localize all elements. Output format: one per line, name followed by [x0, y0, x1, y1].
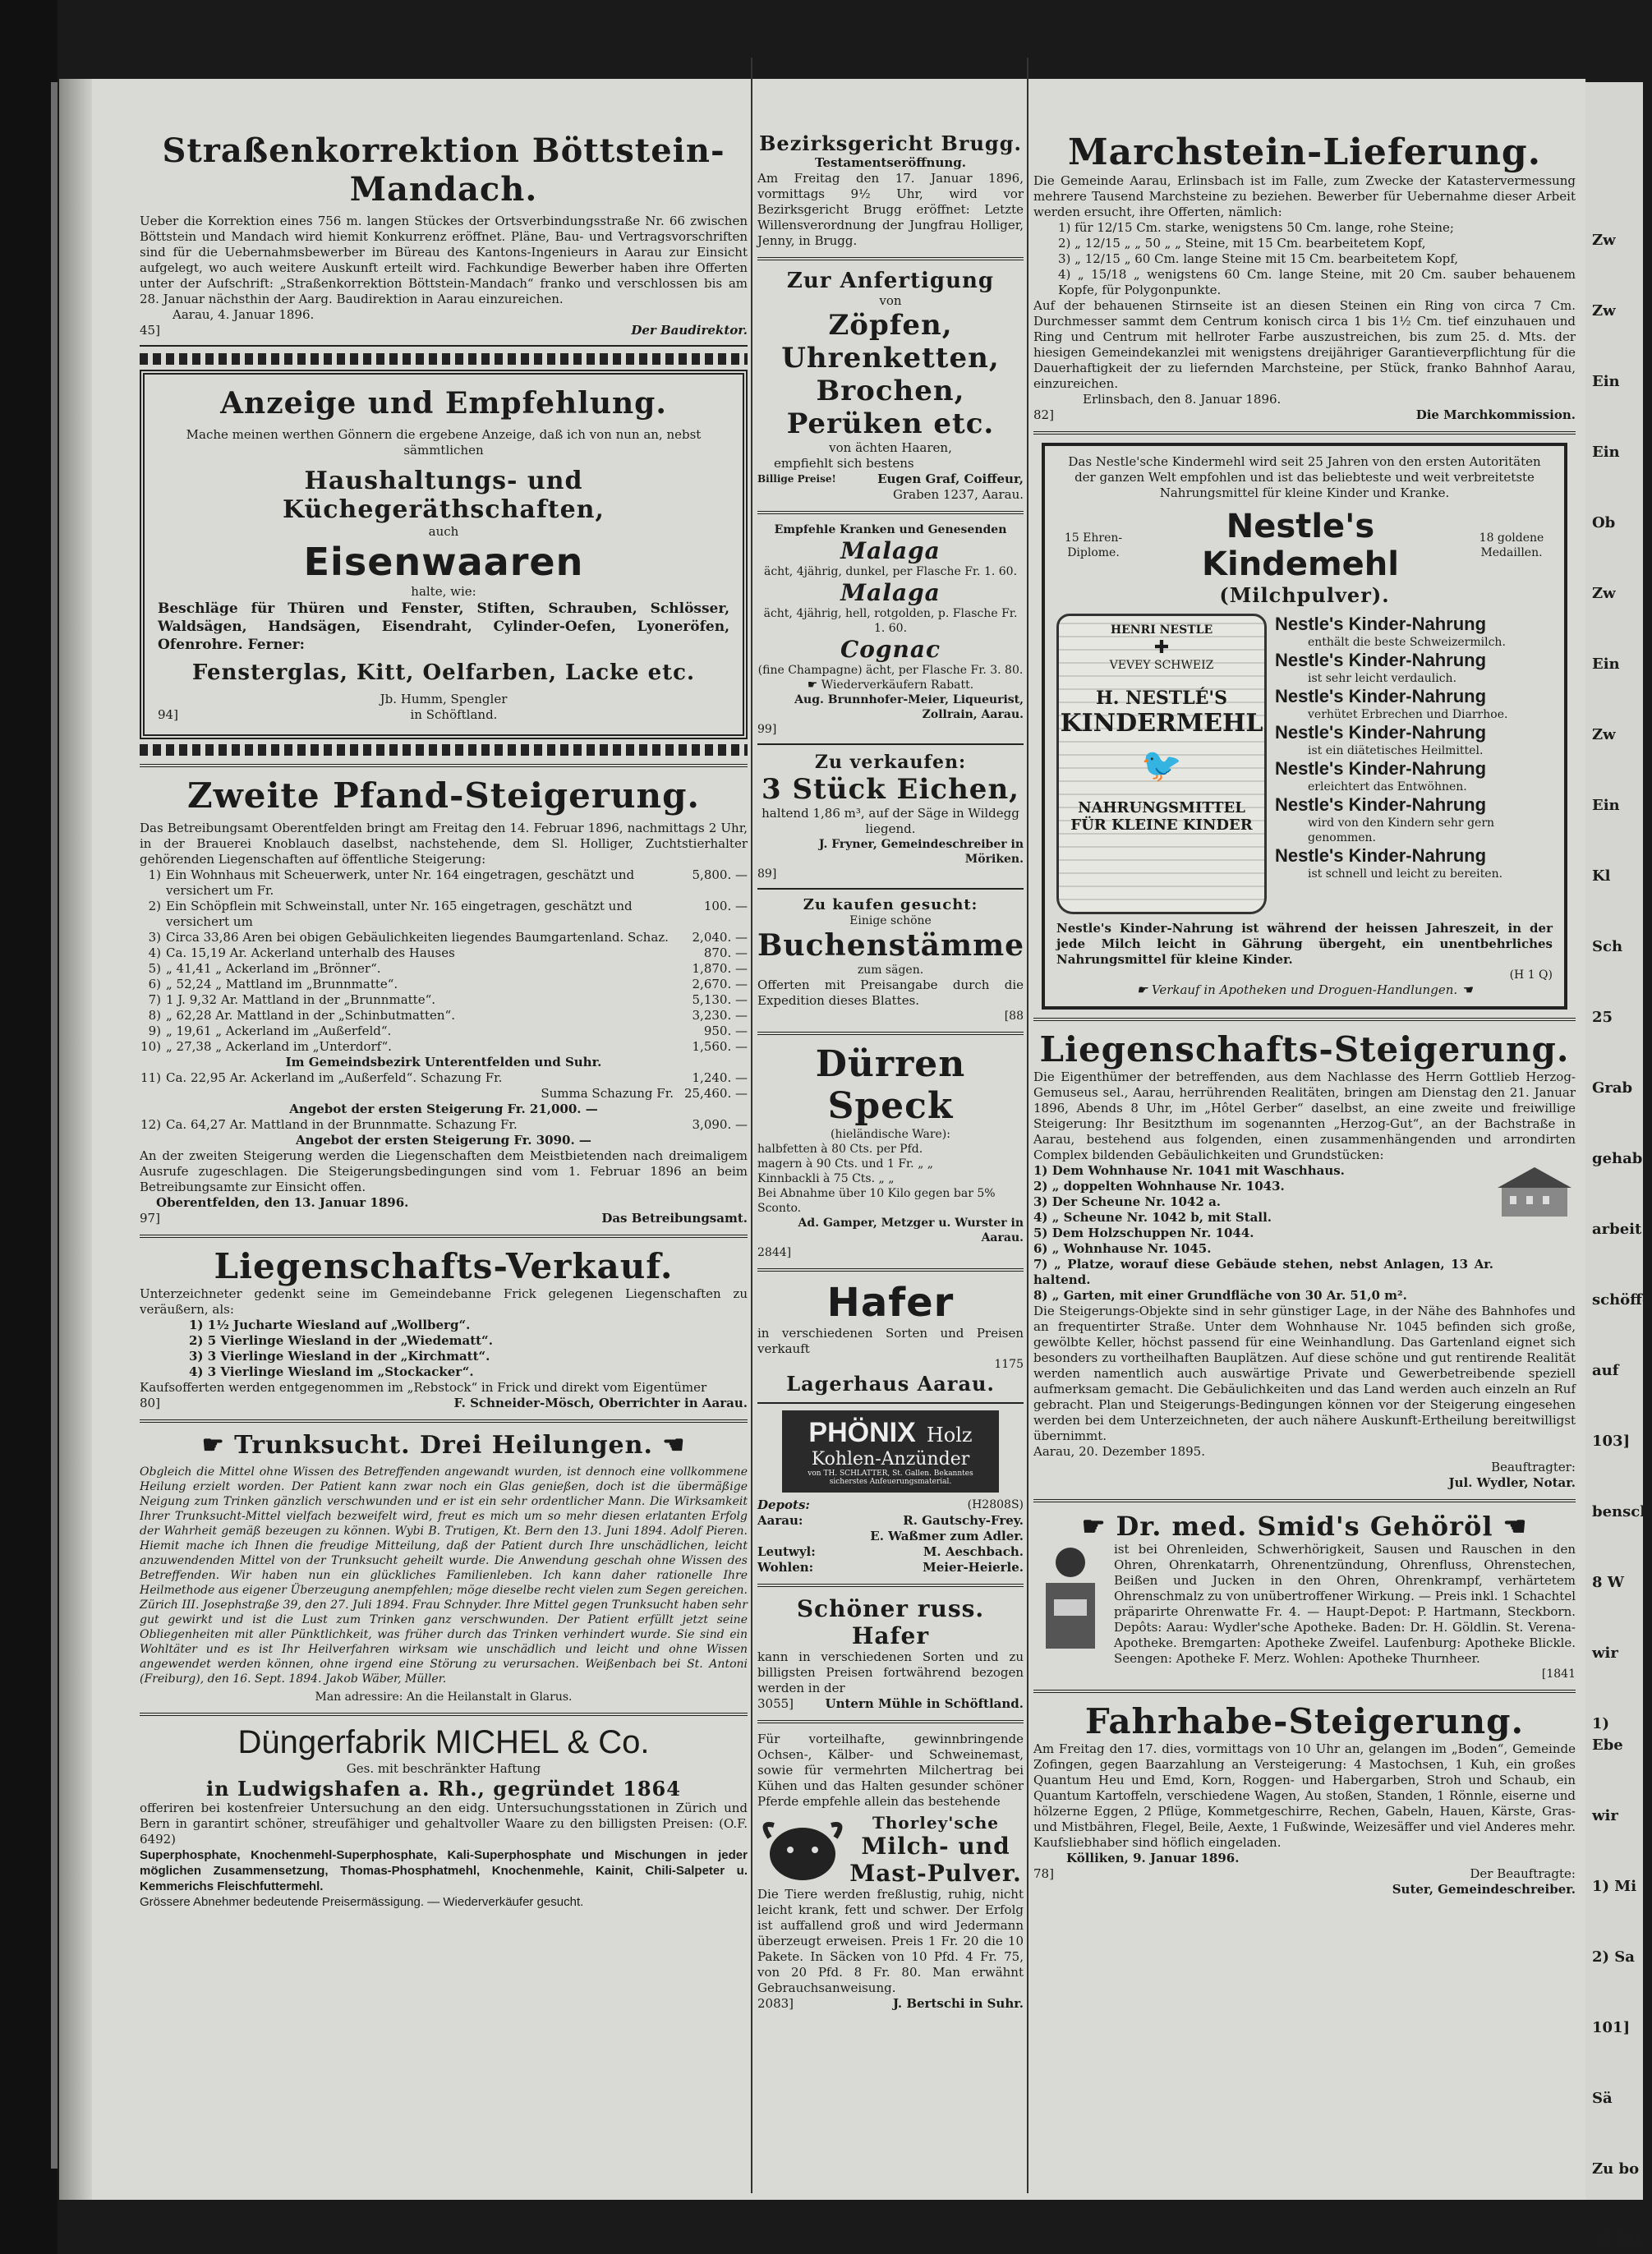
- ad-body: in verschiedenen Sorten und Preisen verkauft: [757, 1326, 1024, 1356]
- fragment-text: Zw: [1592, 585, 1616, 602]
- property-list: [1033, 1163, 1493, 1304]
- ad-place-date: Oberentfelden, den 13. Januar 1896.: [156, 1195, 409, 1210]
- ad-intro: Die Gemeinde Aarau, Erlinsbach ist im Falle, zum Zwecke der Katastervermessung mehrere Tausend Marchsteine zu beziehen. Bewerber für Uebernahme dieser Arbeit werden ersucht, ihre Offerten, nämlich:: [1033, 173, 1576, 219]
- lot-item: [140, 977, 748, 992]
- ad-intro: Für vorteilhafte, gewinnbringende Ochsen-, Kälber- und Schweinemast, sowie für vermehrten Milchertrag bei Kühen und das Halten gesunder schöner Pferde empfehle allein das bestehende: [757, 1732, 1024, 1809]
- lot-value: 100. —: [703, 899, 748, 913]
- ad-thorley: [757, 1732, 1024, 2012]
- ad-title: Zu kaufen gesucht:: [803, 896, 978, 913]
- ad-subtitle: (hieländische Ware):: [831, 1128, 950, 1141]
- fragment-text: arbeit: [1592, 1221, 1642, 1238]
- phoenix-logo: PHÖNIX Holz Kohlen-Anzünder von TH. SCHLATTER, St. Gallen. Bekanntes sicherstes Anfeuerungsmaterial.: [782, 1410, 999, 1493]
- product-item: Brochen,: [816, 375, 965, 407]
- ad-eugen-graf: [757, 269, 1024, 503]
- claim-heading: Nestle's Kinder-Nahrung: [1275, 845, 1487, 866]
- product-desc: ächt, 4jährig, hell, rotgolden, p. Flasche Fr. 1. 60.: [763, 607, 1018, 635]
- ad-medaillen: 18 goldene Medaillen.: [1479, 531, 1544, 559]
- ad-auch: auch: [428, 524, 459, 539]
- lot-description: „ 19,61 „ Ackerland im „Außerfeld“.: [166, 1024, 392, 1038]
- lot-value: 2,670. —: [692, 977, 748, 991]
- ad-number: 2083]: [757, 1996, 794, 2011]
- product-item: Perüken etc.: [786, 407, 995, 440]
- claim-heading: Nestle's Kinder-Nahrung: [1275, 686, 1487, 706]
- column-2: [757, 131, 1024, 2012]
- property-item: 4) „ Scheune Nr. 1042 b, mit Stall.: [1033, 1210, 1272, 1225]
- depot-name: E. Waßmer zum Adler.: [870, 1529, 1024, 1543]
- ad-title: Straßenkorrektion Böttstein-Mandach.: [162, 131, 725, 209]
- house-icon: [1493, 1163, 1576, 1221]
- ad-tail: Nestle's Kinder-Nahrung ist während der heissen Jahreszeit, in der jede Milch leicht in Gährung übergeht, ein unentbehrliches Nahrungsmittel für kleine Kinder.: [1056, 921, 1553, 967]
- depot-row: [757, 1544, 1024, 1560]
- product-name: Malaga: [840, 579, 941, 606]
- lot-item: [140, 945, 748, 961]
- ad-price-note: Billige Preise!: [757, 473, 836, 485]
- ad-line-fensterglas: Fensterglas, Kitt, Oelfarben, Lacke etc.: [191, 660, 696, 685]
- ad-trunksucht: [140, 1431, 748, 1704]
- column-1: [140, 131, 748, 1910]
- ad-title: Zur Anfertigung: [786, 269, 995, 293]
- ad-bezirksgericht: [757, 131, 1024, 249]
- claims-list: [1267, 614, 1553, 914]
- claim-heading: Nestle's Kinder-Nahrung: [1275, 614, 1487, 634]
- fragment-text: 3550]: [1592, 2231, 1640, 2248]
- ad-diplome: 15 Ehren-Diplome.: [1064, 531, 1123, 559]
- fragment-text: Ob: [1592, 514, 1616, 531]
- lot-sum: Summa Schazung Fr. 25,460. —: [541, 1086, 748, 1101]
- ad-number: 80]: [140, 1396, 160, 1410]
- ad-fahrhabe-steigerung: [1033, 1701, 1576, 1898]
- lot-description: 1 J. 9,32 Ar. Mattland in der „Brunnmatte“.: [166, 992, 436, 1007]
- ad-nestle: [1042, 443, 1567, 1010]
- fragment-text: Ein: [1592, 656, 1620, 673]
- ornament-border-bottom: [140, 744, 748, 756]
- fragment-text: Zw: [1592, 726, 1616, 743]
- stone-list: [1033, 220, 1576, 298]
- ad-strassenkorrektion: [140, 131, 748, 338]
- ad-number: 2844]: [757, 1246, 792, 1259]
- ad-signature: F. Schneider-Mösch, Oberrichter in Aarau.: [453, 1396, 748, 1410]
- column-rule-2: [1027, 58, 1028, 2193]
- ad-signature: Die Marchkommission.: [1415, 407, 1576, 422]
- ad-liegenschafts-steigerung: [1033, 1029, 1576, 1491]
- ad-number: 45]: [140, 323, 160, 338]
- ad-number: 82]: [1033, 407, 1054, 422]
- ad-number: 97]: [140, 1211, 160, 1226]
- ad-place: in Ludwigshafen a. Rh., gegründet 1864: [206, 1777, 681, 1801]
- lot-value: 950. —: [703, 1024, 748, 1038]
- pointing-hand-icon: ☚: [1457, 982, 1473, 997]
- ornament-border-top: [140, 353, 748, 365]
- ad-angebot: Angebot der ersten Steigerung Fr. 21,000. —: [289, 1102, 598, 1116]
- ad-malaga: [757, 522, 1024, 737]
- fragment-text: gehabe: [1592, 1150, 1652, 1167]
- fragment-text: 1) Mi: [1592, 1878, 1637, 1895]
- fragment-text: Kl: [1592, 867, 1611, 885]
- ad-pfand-steigerung: [140, 775, 748, 1226]
- claim-heading: Nestle's Kinder-Nahrung: [1275, 722, 1487, 743]
- lot-number: 7): [148, 992, 161, 1007]
- ad-title: Dürren Speck: [815, 1043, 966, 1127]
- depot-place: Leutwyl:: [757, 1544, 816, 1559]
- lot-number: 8): [148, 1008, 161, 1023]
- ad-body: Die Tiere werden freßlustig, ruhig, nicht leicht krank, fett und schwer. Der Erfolg ist auffallend groß und wird Jedermann überzeugt erweisen. Preis 1 Fr. 20 die 10 Pakete. In Säcken von 10 Pfd. 4 Fr. 75, von 20 Pfd. 8 Fr. 80. Man erwähnt Gebrauchsanweisung.: [757, 1887, 1024, 1995]
- fragment-text: wir: [1592, 1807, 1618, 1824]
- fragment-text: 25: [1592, 1009, 1613, 1026]
- lot-item: [140, 1039, 748, 1055]
- ad-von: von: [879, 293, 902, 308]
- fragment-text: auf: [1592, 1362, 1619, 1379]
- ad-products: Superphosphate, Knochenmehl-Superphosphate, Kali-Superphosphate und Mischungen in jeder möglichen Zusammensetzung, Thomas-Phosphatmehl, Knochenmehle, Kainit, Chili-Salpeter u. Kemmerichs Fleischfuttermehl.: [140, 1848, 748, 1893]
- lot-value: 3,230. —: [692, 1008, 748, 1023]
- lot-number: 3): [148, 930, 161, 945]
- ad-material: von ächten Haaren,: [829, 440, 952, 455]
- fragment-text: 103]: [1592, 1433, 1631, 1450]
- lot-description: Ein Schöpflein mit Schweinstall, unter Nr. 165 eingetragen, geschätzt und versichert um: [166, 899, 633, 929]
- ad-body: Am Freitag den 17. Januar 1896, vormittags 9½ Uhr, wird vor Bezirksgericht Brugg eröffnet: Letzte Willensverordnung der Jungfrau Holliger, Jenny, in Brugg.: [757, 171, 1024, 248]
- depot-name: M. Aeschbach.: [923, 1544, 1024, 1559]
- ad-signature: Jb. Humm, Spengler: [380, 692, 508, 706]
- ad-title: Hafer: [826, 1280, 955, 1326]
- ad-signature: Das Betreibungsamt.: [601, 1211, 748, 1226]
- property-list: [140, 1318, 748, 1380]
- depot-name: R. Gautschy-Frey.: [903, 1513, 1024, 1528]
- pointing-hand-icon: ☚: [1493, 1511, 1528, 1542]
- lot-number: 5): [148, 961, 161, 976]
- property-item: 1) Dem Wohnhause Nr. 1041 mit Waschhaus.: [1033, 1163, 1345, 1178]
- ad-code: (H 1 Q): [1509, 968, 1553, 982]
- ad-headline: Buchenstämme: [757, 928, 1025, 963]
- binding-shadow: [59, 79, 92, 2200]
- ad-phoenix: [757, 1410, 1024, 1576]
- fragment-text: Ein: [1592, 444, 1620, 461]
- ad-items: Beschläge für Thüren und Fenster, Stiften, Schrauben, Schlösser, Waldsägen, Handsägen, Eisendraht, Cylinder-Oefen, Lyoneröfen, Ofenrohre. Ferner:: [158, 600, 729, 653]
- fragment-text: Zw: [1592, 302, 1616, 320]
- depot-list: [757, 1513, 1024, 1576]
- fragment-text: Zw: [1592, 232, 1616, 249]
- lot-number: 4): [148, 945, 161, 960]
- ad-subtitle: (Milchpulver).: [1219, 583, 1390, 607]
- lot-description: Ca. 15,19 Ar. Ackerland unterhalb des Hauses: [166, 945, 455, 960]
- ad-number: [1841: [1541, 1668, 1576, 1681]
- lot-item: 12) Ca. 64,27 Ar. Mattland in der Brunnmatte. Schazung Fr. 3,090. —: [140, 1117, 748, 1132]
- ad-title: Liegenschafts-Steigerung.: [1039, 1029, 1570, 1070]
- ad-body: Offerten mit Preisangabe durch die Expedition dieses Blattes.: [757, 978, 1024, 1008]
- ad-intro: Die Eigenthümer der betreffenden, aus dem Nachlasse des Herrn Gottlieb Herzog-Gemuseus sel., Aarau, herrührenden Realitäten, bringen am Dienstag den 21. Januar 1896, Abends 8 Uhr, im „Hôtel Gerber“ daselbst, an eine zweite und freiwillige Steigerung: Ihr Besitzthum im sogenannten „Herzog-Gut“, an der Bachstraße in Aarau, bestehend aus folgenden, einen zusammenhängenden und arrondirten Complex bildenden Gebäulichkeiten und Grundstücken:: [1033, 1070, 1576, 1162]
- depot-row: [757, 1560, 1024, 1576]
- ad-signature: Suter, Gemeindeschreiber.: [1392, 1882, 1576, 1897]
- ad-body: kann in verschiedenen Sorten und zu billigsten Preisen fortwährend bezogen werden in der: [757, 1649, 1024, 1695]
- ad-number: 78]: [1033, 1866, 1054, 1881]
- claim-text: ist schnell und leicht zu bereiten.: [1308, 867, 1503, 881]
- ad-intro: Empfehle Kranken und Genesenden: [774, 523, 1007, 536]
- property-item: 8) „ Garten, mit einer Grundfläche von 30 Ar. 51,0 m².: [1033, 1288, 1407, 1303]
- stone-item: 4) „ 15/18 „ wenigstens 60 Cm. lange Steine, mit 20 Cm. sauber behauenem Kopfe, für Polygonpunkte.: [1058, 267, 1576, 297]
- pointing-hand-icon: ☛: [807, 678, 821, 692]
- pointing-hand-icon: ☛: [1136, 982, 1152, 997]
- lot-description: Circa 33,86 Aren bei obigen Gebäulichkeiten liegendes Baumgartenland. Schaz.: [166, 930, 669, 945]
- property-item: 1) 1½ Jucharte Wiesland auf „Wollberg“.: [189, 1318, 471, 1332]
- ad-signature: Lagerhaus Aarau.: [786, 1372, 995, 1396]
- ad-body: Auf der behauenen Stirnseite ist an diesen Steinen ein Ring von circa 7 Cm. Durchmesser sammt dem Centrum konisch circa 1 bis 1½ Cm. tief einzuhauen und Ring und Centrum mit hellroter Farbe auszustreichen, bis zum 25. d. Mts. der hiesigen Gemeindekanzlei mit wenigstens dreijähriger Garantieverpflichtung für die Dauerhaftigkeit der zu liefernden Marchsteine, per Stück, franko Bahnhof Aarau, einzureichen.: [1033, 298, 1576, 391]
- ad-number: 1175: [994, 1358, 1024, 1371]
- fragment-text: Ein: [1592, 797, 1620, 814]
- ad-duengerfabrik: [140, 1724, 748, 1910]
- lot-number: 9): [148, 1024, 161, 1038]
- ad-address: Graben 1237, Aarau.: [892, 487, 1024, 502]
- price-line: Kinnbackli à 75 Cts. „ „: [757, 1172, 895, 1185]
- depot-row: [757, 1529, 1024, 1544]
- ad-title: Fahrhabe-Steigerung.: [1084, 1701, 1525, 1741]
- claim-heading: Nestle's Kinder-Nahrung: [1275, 794, 1487, 815]
- ad-humm-eisenwaaren: [140, 353, 748, 756]
- ad-smid-gehoeroel: [1033, 1511, 1576, 1681]
- ad-tail: Kaufsofferten werden entgegenommen im „Rebstock“ in Frick und direkt vom Eigentümer: [140, 1380, 707, 1395]
- ad-body: offeriren bei kostenfreier Untersuchung an den eidg. Untersuchungsstationen in Zürich und Bern in garantirt schöner, streufähiger und gehaltvoller Waare zu den billigsten Preisen: (O.F. 6492): [140, 1801, 748, 1847]
- ad-number: 3055]: [757, 1696, 794, 1711]
- ad-headline: 3 Stück Eichen,: [761, 773, 1019, 806]
- ad-signature-place: in Schöftland.: [410, 707, 498, 722]
- ad-zum: zum sägen.: [857, 964, 924, 977]
- brand-name: Thorley'sche: [872, 1813, 1000, 1833]
- lot-item: [140, 899, 748, 930]
- ad-number: [88: [1004, 1010, 1024, 1023]
- ad-signature: Ad. Gamper, Metzger u. Wurster in Aarau.: [798, 1217, 1024, 1244]
- ad-duerren-speck: [757, 1043, 1024, 1260]
- property-item: 4) 3 Vierlinge Wiesland im „Stockacker“.: [189, 1364, 474, 1379]
- product-name: Malaga: [840, 537, 941, 564]
- ad-intro: Mache meinen werthen Gönnern die ergebene Anzeige, daß ich von nun an, nebst sämmtlichen: [186, 427, 702, 458]
- ad-tail: An der zweiten Steigerung werden die Liegenschaften dem Meistbietenden nach dreimaligem Ausrufe zugeschlagen. Die Steigerungsbedingungen sind vom 1. Februar 1896 an beim Betreibungsamte zur Einsicht offen.: [140, 1148, 748, 1194]
- pointing-hand-icon: ☚: [652, 1431, 686, 1460]
- fragment-text: 1) Ebe: [1592, 1715, 1623, 1754]
- fragment-text: schöffe: [1592, 1291, 1652, 1309]
- ad-bezirk: Im Gemeindsbezirk Unterentfelden und Suhr.: [285, 1055, 602, 1070]
- page-stack-edge: [51, 82, 58, 2169]
- lot-value: 1,560. —: [692, 1039, 748, 1054]
- fragment-text: Sch: [1592, 938, 1623, 955]
- ad-body: ist bei Ohrenleiden, Schwerhörigkeit, Sausen und Rauschen in den Ohren, Ohrenkatarrh, Ohrenentzündung, Ohrenfluss, Ohrenstechen, Beißen und Jucken in den Ohren, Ohrenkrampf, verhärtetem Ohrenschmalz zu von unübertroffener Wirkung. — Preis inkl. 1 Schachtel präparirte Ohrenwatte Fr. 4. — Haupt-Depot: P. Hartmann, Steckborn. Depôts: Aarau: Wydler'sche Apotheke. Baden: Dr. H. Göldlin. St. Verena-Apotheke. Bremgarten: Apotheke Zweifel. Laufenburg: Apotheke Blickle. Seengen: Apotheke F. Merz. Wohlen: Apotheke Thurnheer.: [1114, 1542, 1576, 1666]
- ad-signature: Aug. Brunnhofer-Meier, Liqueurist, Zollrain, Aarau.: [794, 693, 1024, 721]
- bird-nest-icon: 🐦: [1141, 747, 1182, 784]
- lot-list: [140, 867, 748, 1055]
- property-item: 3) 3 Vierlinge Wiesland in der „Kirchmatt“.: [189, 1349, 490, 1364]
- claim-text: ist ein diätetisches Heilmittel.: [1308, 744, 1484, 757]
- product-can-image: HENRI NESTLE ✚ VEVEY SCHWEIZ H. NESTLÉ'S KINDERMEHL 🐦 NAHRUNGSMITTEL FÜR KLEINE KINDER: [1056, 614, 1267, 914]
- ad-intro: Das Nestle'sche Kindermehl wird seit 25 Jahren von den ersten Autoritäten der ganzen Welt empfohlen und ist das beliebteste und weit verbreitetste Nahrungsmittel für kleine Kinder und Kranke.: [1068, 454, 1541, 500]
- product-desc: ächt, 4jährig, dunkel, per Flasche Fr. 1. 60.: [763, 565, 1018, 578]
- ad-title: Schöner russ. Hafer: [796, 1595, 985, 1649]
- ad-tail: Grössere Abnehmer bedeutende Preisermässigung. — Wiederverkäufer gesucht.: [140, 1895, 584, 1909]
- depot-label: Depots:: [757, 1497, 810, 1512]
- fragment-text: bensch: [1592, 1503, 1651, 1520]
- ad-body: Ueber die Korrektion eines 756 m. langen Stückes der Ortsverbindungsstraße Nr. 66 zwischen Böttstein und Mandach wird hiemit Konkurrenz eröffnet. Pläne, Bau- und Vertragsvorschriften sind für die Uebernahmsbewerber im Büreau des Kantons-Ingenieurs in Aarau zur Einsicht aufgelegt, wo auch weitere Auskunft erteilt wird. Fachkundige Bewerber haben ihre Offerten unter der Aufschrift: „Straßenkorrektion Böttstein-Mandach“ franko und verschlossen bis am 28. Januar nächsthin der Aarg. Baudirektion in Aarau einzureichen.: [140, 214, 748, 306]
- lot-description: Ein Wohnhaus mit Scheuerwerk, unter Nr. 164 eingetragen, geschätzt und versichert um Fr.: [166, 867, 635, 898]
- lot-value: 1,870. —: [692, 961, 748, 976]
- lot-number: 6): [148, 977, 161, 991]
- ad-russ-hafer: [757, 1595, 1024, 1712]
- ad-beauftragter: Beauftragter:: [1491, 1460, 1576, 1474]
- lot-item: [140, 992, 748, 1008]
- property-item: 2) 5 Vierlinge Wiesland in der „Wiedematt“.: [189, 1333, 493, 1348]
- lot-value: 5,800. —: [692, 867, 748, 882]
- ad-line-haushaltung: Haushaltungs- und Küchegeräthschaften,: [283, 467, 605, 524]
- ad-intro: Das Betreibungsamt Oberentfelden bringt am Freitag den 14. Februar 1896, nachmittags 2 Uhr, in der Brauerei Knoblauch daselbst, nachstehende, dem Sl. Holliger, Zuchtstierhalter gehörenden Liegenschaften auf öffentliche Steigerung:: [140, 821, 748, 867]
- claim-text: verhütet Erbrechen und Diarrhoe.: [1308, 708, 1508, 721]
- ad-halte: halte, wie:: [411, 584, 476, 599]
- ad-discount: Bei Abnahme über 10 Kilo gegen bar 5% Sconto.: [757, 1187, 996, 1215]
- lot-value: 870. —: [703, 945, 748, 960]
- ad-title: Zweite Pfand-Steigerung.: [186, 775, 701, 816]
- apothecary-illustration: [1033, 1542, 1107, 1657]
- ad-number: 89]: [757, 867, 777, 881]
- ad-title: Marchstein-Lieferung.: [1067, 131, 1542, 173]
- ad-recommend: empfiehlt sich bestens: [774, 456, 914, 471]
- fragment-text: Grab: [1592, 1079, 1633, 1097]
- ad-signature: Eugen Graf, Coiffeur,: [877, 472, 1024, 486]
- lot-value: 2,040. —: [692, 930, 748, 945]
- ad-number: 99]: [757, 723, 777, 736]
- pointing-hand-icon: ☛: [1081, 1511, 1116, 1542]
- property-item: 2) „ doppelten Wohnhause Nr. 1043.: [1033, 1179, 1285, 1194]
- column-3: [1033, 131, 1576, 1898]
- ad-title: Anzeige und Empfehlung.: [220, 386, 667, 421]
- fragment-text: 101]: [1592, 2019, 1631, 2036]
- ad-title: Zu verkaufen:: [814, 752, 967, 773]
- depot-place: Aarau:: [757, 1513, 803, 1528]
- ad-signature: Der Baudirektor.: [631, 323, 748, 338]
- lot-number: 2): [148, 899, 161, 913]
- property-item: 5) Dem Holzschuppen Nr. 1044.: [1033, 1226, 1254, 1240]
- ad-title: ☛ Dr. med. Smid's Gehöröl ☚: [1081, 1511, 1528, 1542]
- adjacent-page-fragment: [1585, 82, 1652, 2248]
- ad-line-eisenwaaren: Eisenwaaren: [303, 540, 584, 584]
- ad-buchenstaemme: [757, 896, 1024, 1024]
- ad-title: Liegenschafts-Verkauf.: [214, 1246, 674, 1286]
- property-item: 3) Der Scheune Nr. 1042 a.: [1033, 1194, 1222, 1209]
- ad-title: Düngerfabrik MICHEL & Co.: [237, 1724, 650, 1760]
- fragment-text: 8 W: [1592, 1574, 1625, 1591]
- lot-number: 10): [140, 1039, 161, 1054]
- ad-rabatt: ☛ Wiederverkäufern Rabatt.: [807, 678, 974, 692]
- lot-description: „ 52,24 „ Mattland im „Brunnmatte“.: [166, 977, 398, 991]
- product-list: [757, 309, 1024, 440]
- cross-icon: ✚: [1153, 637, 1170, 658]
- claim-text: enthält die beste Schweizermilch.: [1308, 636, 1506, 649]
- lot-item: [140, 867, 748, 899]
- price-line: halbfetten à 80 Cts. per Pfd.: [757, 1143, 923, 1156]
- product-name: Cognac: [840, 636, 941, 663]
- property-item: 6) „ Wohnhause Nr. 1045.: [1033, 1241, 1212, 1256]
- lot-item: [140, 1008, 748, 1024]
- fragment-text: 2) Sa: [1592, 1948, 1635, 1966]
- fragment-text: wir: [1592, 1644, 1618, 1662]
- lot-number: 1): [148, 867, 161, 882]
- column-rule-1: [751, 58, 752, 2193]
- fragment-text: Sä: [1592, 2090, 1613, 2107]
- depot-name: Meier-Heierle.: [923, 1560, 1024, 1575]
- product-desc: (fine Champagne) ächt, per Flasche Fr. 3. 80.: [757, 664, 1024, 677]
- ad-verkauf: ☛ Verkauf in Apotheken und Droguen-Handlungen. ☚: [1136, 982, 1473, 997]
- product-item: Zöpfen,: [828, 309, 953, 342]
- price-line: magern à 90 Cts. und 1 Fr. „ „: [757, 1157, 934, 1171]
- lot-item: [140, 961, 748, 977]
- ad-signature: Man adressire: An die Heilanstalt in Glarus.: [315, 1690, 573, 1704]
- ad-body: haltend 1,86 m³, auf der Säge in Wildegg liegend.: [762, 806, 1019, 836]
- ad-liegenschafts-verkauf: [140, 1246, 748, 1411]
- product-name: Milch- und Mast-Pulver.: [849, 1833, 1022, 1887]
- ad-number: 94]: [158, 707, 178, 722]
- ad-marchstein: [1033, 131, 1576, 423]
- claim-text: erleichtert das Entwöhnen.: [1308, 780, 1467, 794]
- depot-place: Wohlen:: [757, 1560, 814, 1575]
- lot-value: 5,130. —: [692, 992, 748, 1007]
- fragment-text: Zu bo: [1592, 2160, 1640, 2178]
- product-item: Uhrenketten,: [781, 342, 1000, 375]
- claim-heading: Nestle's Kinder-Nahrung: [1275, 650, 1487, 670]
- ad-eichen: [757, 752, 1024, 881]
- lot-item: [140, 1024, 748, 1039]
- ad-subtitle: Ges. mit beschränkter Haftung: [346, 1761, 541, 1776]
- ad-intro: Unterzeichneter gedenkt seine im Gemeindebanne Frick gelegenen Liegenschaften zu veräußern, als:: [140, 1286, 748, 1317]
- lot-description: „ 27,38 „ Ackerland im „Unterdorf“.: [166, 1039, 392, 1054]
- ad-angebot: Angebot der ersten Steigerung Fr. 3090. —: [296, 1133, 591, 1148]
- bull-head-icon: [757, 1813, 848, 1887]
- ad-code: (H2808S): [967, 1498, 1024, 1511]
- ad-title: Nestle's Kindemehl: [1202, 508, 1399, 583]
- ad-signature: J. Bertschi in Suhr.: [892, 1996, 1024, 2011]
- lot-item: 11) Ca. 22,95 Ar. Ackerland im „Außerfeld“. Schazung Fr. 1,240. —: [140, 1070, 748, 1085]
- claim-text: ist sehr leicht verdaulich.: [1308, 672, 1457, 685]
- ad-subtitle: Testamentseröffnung.: [815, 155, 966, 170]
- claim-text: wird von den Kindern sehr gern genommen.: [1308, 816, 1495, 844]
- ad-subtitle: Einige schöne: [849, 914, 932, 927]
- stone-item: 1) für 12/15 Cm. starke, wenigstens 50 Cm. lange, rohe Steine;: [1058, 220, 1454, 235]
- ad-title: Bezirksgericht Brugg.: [759, 131, 1022, 155]
- ad-title: ☛ Trunksucht. Drei Heilungen. ☚: [140, 1431, 748, 1460]
- stone-item: 2) „ 12/15 „ „ 50 „ „ Steine, mit 15 Cm. bearbeitetem Kopf,: [1058, 236, 1426, 251]
- claim-heading: Nestle's Kinder-Nahrung: [1275, 758, 1487, 779]
- ad-beauftragter: Der Beauftragte:: [1470, 1866, 1576, 1881]
- ad-place-date: Kölliken, 9. Januar 1896.: [1066, 1851, 1240, 1865]
- lot-description: „ 41,41 „ Ackerland im „Brönner“.: [166, 961, 381, 976]
- ad-signature: J. Fryner, Gemeindeschreiber in Möriken.: [818, 838, 1024, 866]
- ad-hafer: [757, 1280, 1024, 1396]
- fragment-text: Ein: [1592, 373, 1620, 390]
- property-item: 7) „ Platze, worauf diese Gebäude stehen, nebst Anlagen, 13 Ar. haltend.: [1033, 1257, 1493, 1287]
- ad-place-date: Aarau, 20. Dezember 1895.: [1033, 1444, 1205, 1459]
- ad-signature: Jul. Wydler, Notar.: [1448, 1475, 1576, 1490]
- ad-body: Am Freitag den 17. dies, vormittags von 10 Uhr an, gelangen im „Boden“, Gemeinde Zofingen, gegen Baarzahlung an Versteigerung: 4 Mastochsen, 1 Kuh, ein großes Quantum Heu und Emd, Korn, Roggen- und Habergarben, Stroh und Schaub, ein Quantum Kartoffeln, verschiedene Wagen, Au stoßen, Standen, 1 Rönnle, eiserne und hölzerne Eggen, 2 Pflüge, Kommetgeschirre, Rechen, Gabeln, Hauen, Kärste, Gras- und Mistbähren, Flegel, Beile, Aexte, 1 Fußwinde, Weizesäffer und viel Anderes mehr. Kaufsliebhaber sind höflich eingeladen.: [1033, 1741, 1576, 1850]
- ad-place-date: Aarau, 4. Januar 1896.: [173, 307, 315, 322]
- scan-border-left: [0, 0, 58, 2254]
- depot-row: [757, 1513, 1024, 1529]
- stone-item: 3) „ 12/15 „ 60 Cm. lange Steine mit 15 Cm. bearbeitetem Kopf,: [1058, 251, 1459, 266]
- pointing-hand-icon: ☛: [201, 1431, 235, 1460]
- ad-signature: Untern Mühle in Schöftland.: [825, 1696, 1024, 1711]
- ad-body: Die Steigerungs-Objekte sind in sehr günstiger Lage, in der Nähe des Bahnhofes und an frequentirter Straße. Unter dem Wohnhause Nr. 1045 befinden sich große, gewölbte Keller, höchst passend für eine Weinhandlung. Das Gartenland eignet sich besonders zu vortheilhaften Bauplätzen. Auf diese schöne und gut rentirende Realität werden namentlich auch auswärtige Private und Gewerbetreibende speziell aufmerksam gemacht. Die Gebäulichkeiten und das Land werden auch einzeln an Ruf gebracht. Plan und Steigerungs-Bedingungen können vor der Steigerung eingesehen werden bei dem Unterzeichneten, der auch nähere Auskunft-Ertheilung bereitwilligst übernimmt.: [1033, 1304, 1576, 1443]
- lot-item: [140, 930, 748, 945]
- ad-body: Obgleich die Mittel ohne Wissen des Betreffenden angewandt wurden, ist dennoch eine vollkommene Heilung erzielt worden. Der Patient kann zwar noch ein Glas genießen, doch ist die übermäßige Neigung zum Trinken gänzlich verschwunden und er ist ein sehr ordentlicher Mann. Die Wirksamkeit Ihrer Trunksucht-Mittel vielfach bezweifelt wird, freut es mich um so mehr diesen erlatanten Erfolg der Wahrheit gemäß bezeugen zu können. Wybi B. Trutigen, Kt. Bern den 13. Juni 1894. Adolf Pieren. Hiemit mache ich Ihnen die freudige Mitteilung, daß der Patient durch Ihre unschädlichen, leicht anzuwendenden Mittel von der Trunksucht geheilt wurde. Die Anwendung geschah ohne Wissen des Betreffenden. Wir haben nun ein glückliches Familienleben. Ich kann daher rationelle Ihre Heilmethode aus eigener Überzeugung anempfehlen; möge dieselbe recht vielen zum Segen gereichen. Zürich III. Josephstraße 39, den 27. Juli 1894. Frau Schnyder. Ihre Mittel gegen Trunksucht haben sehr gut gewirkt und ist die Lust zum Trinken ganz verschwunden. Der Patient erfüllt jetzt seine Obliegenheiten mit aller Pünktlichkeit, was früher durch das Trinken verhindert wurde. Sie sind ein Wohltäter und es ist Ihr Heilverfahren wirksam wie unschädlich und leicht und ohne Wissen angewendet werden können, ohne irgend eine Störung zu verursachen. Weißenbach bei St. Antoni (Freiburg), den 16. Sept. 1894. Jakob Wäber, Müller.: [140, 1465, 748, 1686]
- lot-description: „ 62,28 Ar. Mattland in der „Schinbutmatten“.: [166, 1008, 455, 1023]
- ad-place-date: Erlinsbach, den 8. Januar 1896.: [1083, 392, 1282, 407]
